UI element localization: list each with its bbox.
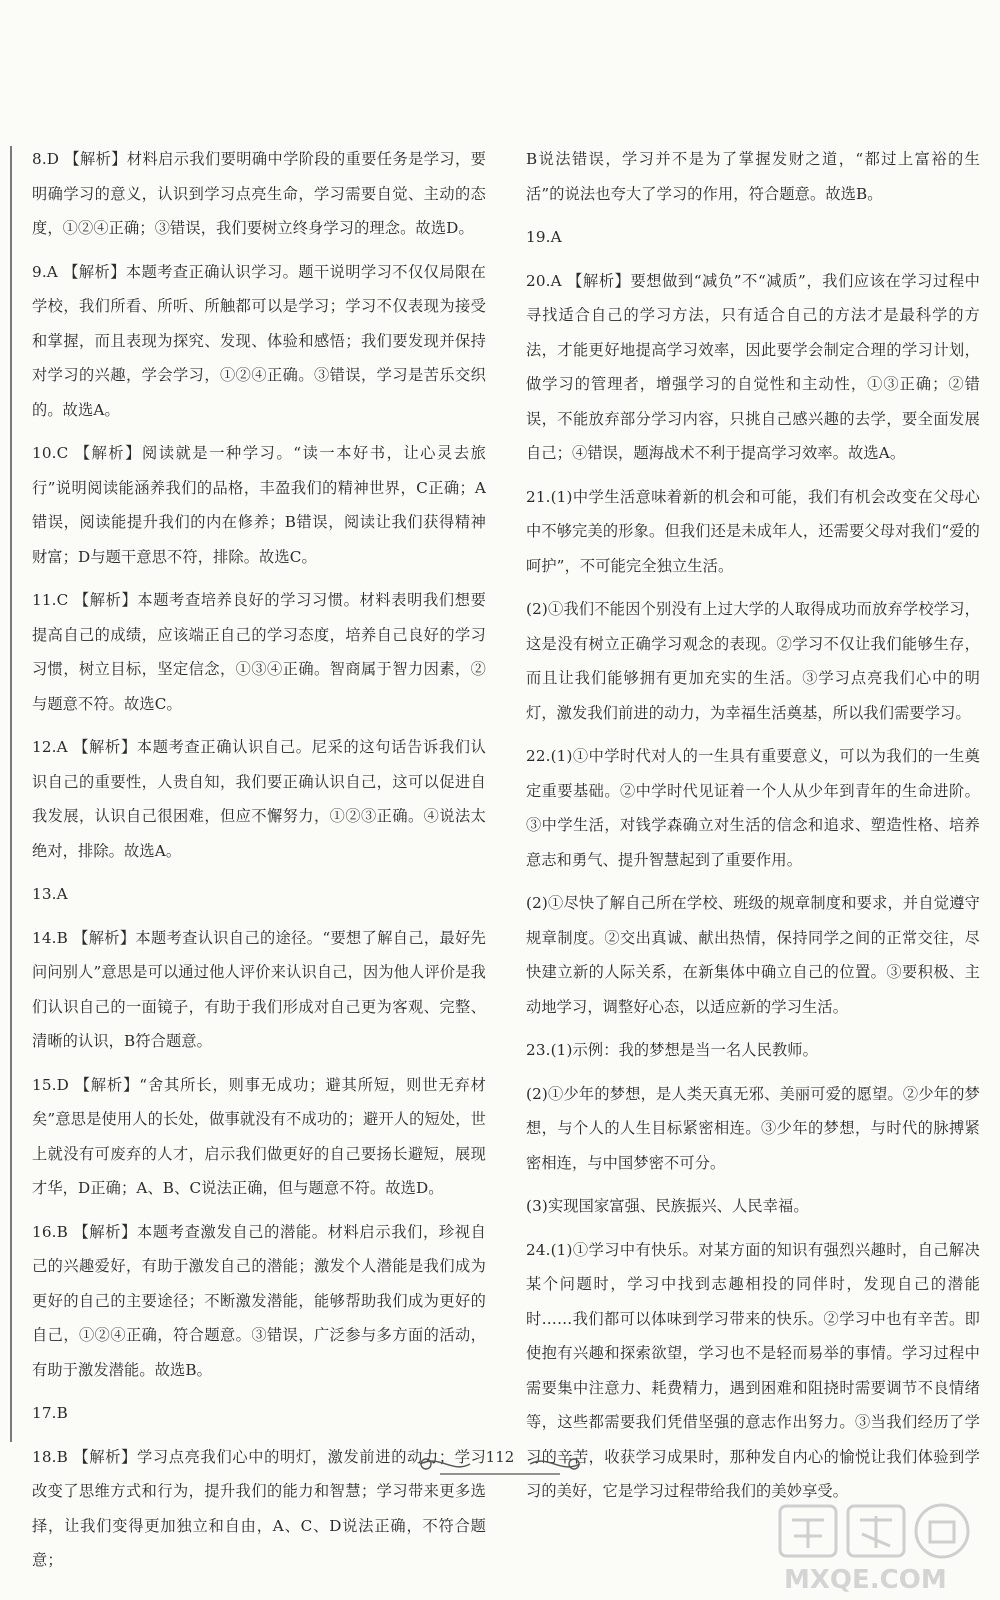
answer-item: 11.C 【解析】本题考查培养良好的学习习惯。材料表明我们想要提高自己的成绩，应该端正自己的学习态度，培养自己良好的学习习惯，树立目标，坚定信念，①③④正确。智商属于智力因素，②与题意不符。故选C。 [32, 591, 486, 713]
answer-item: 24.(1)①学习中有快乐。对某方面的知识有强烈兴趣时，自己解决某个问题时，学习中找到志趣相投的同伴时，发现自己的潜能时……我们都可以体味到学习带来的快乐。②学习中也有辛苦。即使抱有兴趣和探索欲望，学习也不是轻而易举的事情。学习过程中需要集中注意力、耗费精力，遇到困难和阻挠时需要调节不良情绪等，这些都需要我们凭借坚强的意志作出努力。③当我们经历了学习的辛苦，收获学习成果时，那种发自内心的愉悦让我们体验到学习的美好，它是学习过程带给我们的美妙享受。 [526, 1240, 980, 1500]
answer-item: 22.(1)①中学时代对人的一生具有重要意义，可以为我们的一生奠定重要基础。②中学时代见证着一个人从少年到青年的生命进阶。③中学生活，对钱学森确立对生活的信念和追求、塑造性格、培养意志和勇气、提升智慧起到了重要作用。 [526, 747, 980, 869]
answer-item: 18.B 【解析】学习点亮我们心中的明灯，激发前进的动力；学习改变了思维方式和行为，提升我们的能力和智慧；学习带来更多选择，让我们变得更加独立和自由，A、C、D说法正确，不符合题意； [32, 1447, 486, 1569]
answer-item: 14.B 【解析】本题考查认识自己的途径。“要想了解自己，最好先问问别人”意思是可以通过他人评价来认识自己，因为他人评价是我们认识自己的一面镜子，有助于我们形成对自己更为客观、完整、清晰的认识，B符合题意。 [32, 928, 486, 1050]
answer-item: 21.(1)中学生活意味着新的机会和可能，我们有机会改变在父母心中不够完美的形象。但我们还是未成年人，还需要父母对我们“爱的呵护”，不可能完全独立生活。 [526, 487, 980, 575]
watermark-logo [770, 1498, 990, 1596]
answer-item: 8.D 【解析】材料启示我们要明确中学阶段的重要任务是学习，要明确学习的意义，认识到学习点亮生命，学习需要自觉、主动的态度，①②④正确；③错误，我们要树立终身学习的理念。故选D。 [32, 150, 486, 237]
answer-item: 9.A 【解析】本题考查正确认识学习。题干说明学习不仅仅局限在学校，我们所看、所听、所触都可以是学习；学习不仅表现为接受和掌握，而且表现为探究、发现、体验和感悟；我们要发现并保持对学习的兴趣，学会学习，①②④正确。③错误，学习是苦乐交织的。故选A。 [32, 262, 486, 419]
answer-item: (2)①尽快了解自己所在学校、班级的规章制度和要求，并自觉遵守规章制度。②交出真诚、献出热情，保持同学之间的正常交往，尽快建立新的人际关系，在新集体中确立自己的位置。③要积极、主动地学习，调整好心态，以适应新的学习生活。 [526, 894, 980, 1016]
left-column [32, 142, 486, 1587]
left-margin-rule [10, 146, 12, 1442]
answer-item: B说法错误，学习并不是为了掌握发财之道，“都过上富裕的生活”的说法也夸大了学习的作用，符合题意。故选B。 [526, 150, 980, 203]
right-column [526, 142, 980, 1518]
svg-text:MXQE.COM: MXQE.COM [784, 1565, 947, 1595]
answer-item: (2)①我们不能因个别没有上过大学的人取得成功而放弃学校学习，这是没有树立正确学习观念的表现。②学习不仅让我们能够生存，而且让我们能够拥有更加充实的生活。③学习点亮我们心中的明灯，激发我们前进的动力，为幸福生活奠基，所以我们需要学习。 [526, 600, 980, 722]
answer-item: 12.A 【解析】本题考查正确认识自己。尼采的这句话告诉我们认识自己的重要性，人贵自知，我们要正确认识自己，这可以促进自我发展，认识自己很困难，但应不懈努力，①②③正确。④说法太绝对，排除。故选A。 [32, 738, 486, 860]
answer-item: 19.A [526, 228, 562, 246]
answer-item: (2)①少年的梦想，是人类天真无邪、美丽可爱的愿望。②少年的梦想，与个人的人生目标紧密相连。③少年的梦想，与时代的脉搏紧密相连，与中国梦密不可分。 [526, 1084, 980, 1172]
answer-item: 16.B 【解析】本题考查激发自己的潜能。材料启示我们，珍视自己的兴趣爱好，有助于激发自己的潜能；激发个人潜能是我们成为更好的自己的主要途径；不断激发潜能，能够帮助我们成为更好的自己，①②④正确，符合题意。③错误，广泛参与多方面的活动，有助于激发潜能。故选B。 [32, 1222, 486, 1379]
answer-item: 13.A [32, 885, 68, 903]
answer-item: 15.D 【解析】“舍其所长，则事无成功；避其所短，则世无弃材矣”意思是使用人的长处，做事就没有不成功的；避开人的短处，世上就没有可废弃的人才，启示我们做更好的自己要扬长避短，展现才华，D正确；A、B、C说法正确，但与题意不符。故选D。 [32, 1075, 486, 1197]
page-number: 112 [485, 1448, 515, 1466]
answer-item: 23.(1)示例：我的梦想是当一名人民教师。 [526, 1041, 818, 1059]
answer-item: 10.C 【解析】阅读就是一种学习。“读一本好书，让心灵去旅行”说明阅读能涵养我们的品格，丰盈我们的精神世界，C正确；A错误，阅读能提升我们的内在修养；B错误，阅读让我们获得精神财富；D与题干意思不符，排除。故选C。 [32, 444, 486, 566]
answer-item: 20.A 【解析】要想做到“减负”不“减质”，我们应该在学习过程中寻找适合自己的学习方法，只有适合自己的方法才是最科学的方法，才能更好地提高学习效率，因此要学会制定合理的学习计划，做学习的管理者，增强学习的自觉性和主动性，①③正确；②错误，不能放弃部分学习内容，只挑自己感兴趣的去学，要全面发展自己；④错误，题海战术不利于提高学习效率。故选A。 [526, 271, 980, 462]
answer-item: (3)实现国家富强、民族振兴、人民幸福。 [526, 1197, 809, 1215]
answer-item: 17.B [32, 1404, 68, 1422]
